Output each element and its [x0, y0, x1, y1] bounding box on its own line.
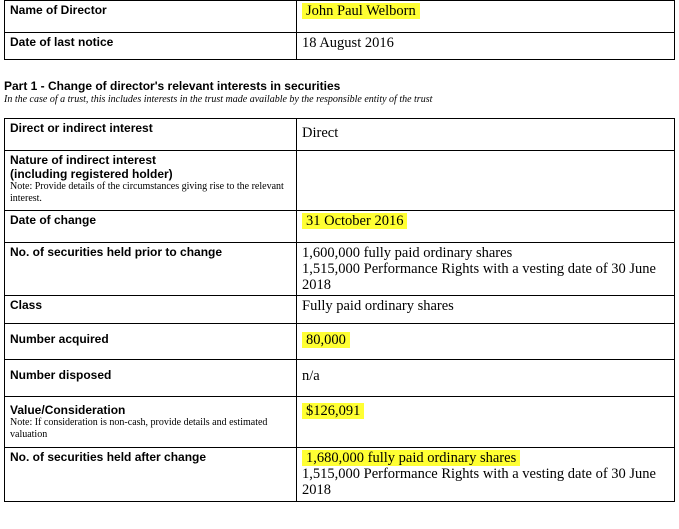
prior-holdings-line-1: 1,600,000 fully paid ordinary shares — [302, 245, 513, 261]
after-holdings-row — [5, 448, 675, 502]
after-holdings-line-2: 1,515,000 Performance Rights with a vesting date of 30 June 2018 — [302, 466, 656, 498]
class-label: Class — [5, 296, 297, 324]
class-value: Fully paid ordinary shares — [297, 296, 675, 324]
after-holdings-cell — [297, 448, 675, 502]
indirect-nature-cell — [5, 151, 297, 211]
class-row — [5, 296, 675, 324]
part1-heading: Part 1 - Change of director's relevant interests in securities — [4, 79, 341, 93]
interests-table — [4, 118, 675, 502]
consideration-label: Value/Consideration — [10, 403, 126, 417]
indirect-nature-note: Note: Provide details of the circumstances giving rise to the relevant interest. — [10, 181, 284, 204]
acquired-row — [5, 324, 675, 360]
director-name-cell — [297, 1, 675, 33]
after-holdings-line-1 — [302, 450, 669, 466]
director-table — [4, 0, 675, 60]
change-date-label: Date of change — [5, 211, 297, 243]
change-date-row — [5, 211, 675, 243]
director-name-label: Name of Director — [5, 1, 297, 33]
last-notice-label: Date of last notice — [5, 33, 297, 60]
change-date-value: 31 October 2016 — [302, 213, 407, 229]
indirect-nature-row — [5, 151, 675, 211]
after-holdings-label: No. of securities held after change — [5, 448, 297, 502]
part1-subheading: In the case of a trust, this includes interests in the trust made available by the responsible entity of the trust — [4, 94, 433, 105]
prior-holdings-cell — [297, 243, 675, 296]
consideration-value: $126,091 — [302, 403, 364, 419]
prior-holdings-line-2: 1,515,000 Performance Rights with a vesting date of 30 June 2018 — [302, 261, 656, 293]
consideration-row — [5, 397, 675, 448]
prior-holdings-row — [5, 243, 675, 296]
acquired-label: Number acquired — [5, 324, 297, 360]
acquired-value: 80,000 — [302, 332, 350, 348]
prior-holdings-label: No. of securities held prior to change — [5, 243, 297, 296]
consideration-cell — [5, 397, 297, 448]
interest-type-label: Direct or indirect interest — [5, 119, 297, 151]
disposed-value: n/a — [297, 360, 675, 397]
director-name-row — [5, 1, 675, 33]
indirect-nature-value — [297, 151, 675, 211]
change-date-cell — [297, 211, 675, 243]
consideration-note: Note: If consideration is non-cash, provide details and estimated valuation — [10, 417, 268, 440]
indirect-nature-label: Nature of indirect interest (including registered holder) — [10, 153, 173, 181]
disposed-row — [5, 360, 675, 397]
director-name-value: John Paul Welborn — [302, 3, 420, 19]
interest-type-value: Direct — [297, 119, 675, 151]
consideration-cell-value — [297, 397, 675, 448]
acquired-cell — [297, 324, 675, 360]
after-holdings-line-1-text: 1,680,000 fully paid ordinary shares — [302, 450, 520, 466]
last-notice-row — [5, 33, 675, 60]
interest-type-row — [5, 119, 675, 151]
disposed-label: Number disposed — [5, 360, 297, 397]
last-notice-value: 18 August 2016 — [297, 33, 675, 60]
